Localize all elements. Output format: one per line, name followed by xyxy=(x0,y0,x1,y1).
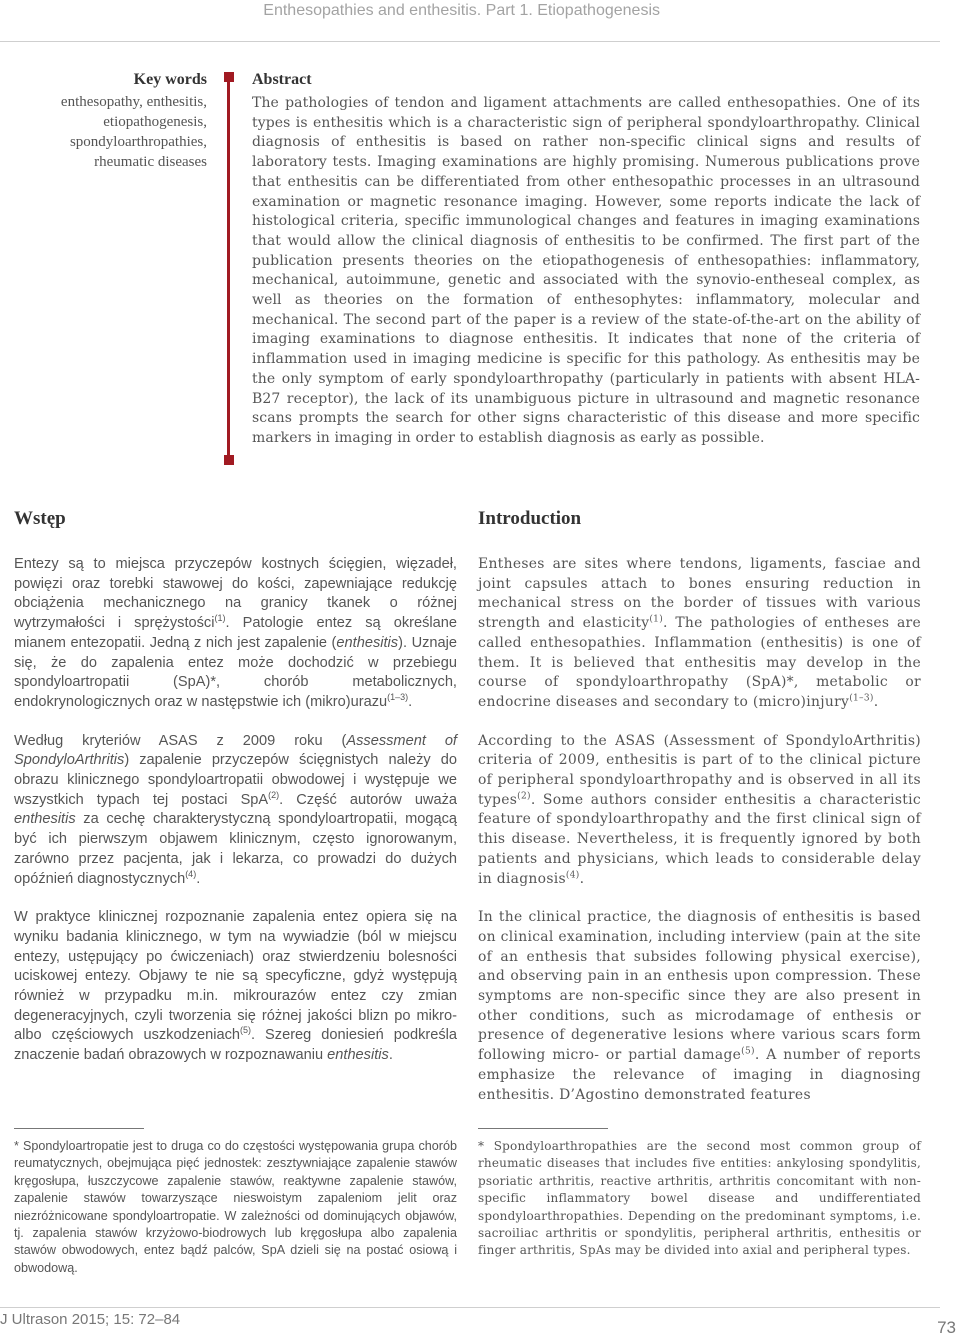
keyword-line: etiopathogenesis, xyxy=(103,114,207,130)
header-rule xyxy=(0,41,940,42)
keyword-line: enthesopathy, enthesitis, xyxy=(60,94,207,110)
abstract-block xyxy=(252,70,920,449)
footnote-rule-right xyxy=(478,1128,608,1129)
keyword-line: spondyloarthropathies, xyxy=(69,134,207,150)
keywords-title: Key words xyxy=(133,71,207,88)
abstract-title: Abstract xyxy=(252,71,312,88)
paragraph: W praktyce klinicznej rozpoznanie zapalenia entez opiera się na wyniku badania klinicznego, w tym na wywiadzie (ból w miejscu entezy, ustępujący po ćwiczeniach) oraz stwierdzeniu bolesności uciskowej entezy. Objawy te nie są specyficzne, gdyż występują również w przypadku m.in. mikrourazów entez czy zmian degeneracyjnych, czyli tworzenia się różnej jakości blizn po mikro- albo częściowych uszkodzeniach$^{(5)}$. Szereg doniesień podkreśla znaczenie badań obrazowych w rozpoznawaniu enthesitis. xyxy=(14,909,458,1064)
running-title: Enthesopathies and enthesitis. Part 1. Etiopathogenesis xyxy=(263,2,660,19)
page-number: 73 xyxy=(937,1318,956,1337)
polish-column xyxy=(14,507,457,1085)
abstract-accent-square-bottom xyxy=(224,455,234,465)
footnote-rule-left xyxy=(14,1128,144,1129)
abstract-accent-square-top xyxy=(224,72,234,82)
keywords-block xyxy=(14,70,207,172)
english-column xyxy=(478,507,921,1124)
section-title-introduction: Introduction xyxy=(478,508,582,529)
section-title-wstep: Wstęp xyxy=(14,508,66,529)
footer-rule xyxy=(0,1307,940,1308)
journal-citation: J Ultrason 2015; 15: 72–84 xyxy=(0,1311,181,1328)
paragraph: Entezy są to miejsca przyczepów kostnych ścięgien, więzadeł, powięzi oraz torebki stawowej do kości, zapewniające redukcję obciążenia mechanicznego na granicy tkanek o różnej wytrzymałości i sprężystości$^{(1)}$. Patologie entez są określane mianem entezopatii. Jedną z nich jest zapalenie (enthesitis). Uznaje się, że do zapalenia entez może dochodzić w przebiegu spondyloartropatii (SpA)*, chorób metabolicznych, endokrynologicznych oraz w następstwie ich (mikro)urazu$^{(1-3)}$. xyxy=(14,556,457,710)
abstract-accent-line xyxy=(227,76,230,461)
paragraph: In the clinical practice, the diagnosis of enthesitis is based on clinical examination, including interview (pain at the site of an enthesis that subsides following physical exercise), and observing pain in an enthesis upon compression. These symptoms are non-specific since they are also present in other conditions, such as microdamage of enthesis or presence of degenerative lesions where various scars form following micro- or partial damage$^{(5)}$. A number of reports emphasize the relevance of imaging in diagnosing enthesitis. D’Agostino demonstrated features xyxy=(478,909,921,1103)
footnote-polish: * Spondyloartropatie jest to druga co do częstości występowania grupa chorób reumatycznych, obejmująca pięć jednostek: zesztywniające zapalenie stawów kręgosłupa, łuszczycowe zapalenie stawów, reaktywne zapalenie stawów, zapalenie stawów towarzyszące nieswoistym zapaleniom jelit oraz niezróżnicowane spondyloartropatie. W zależności od dominujących objawów, tj. zapalenia stawów krzyżowo-biodrowych lub kręgosłupa albo zapalenia stawów obwodowych, entez bądź palców, SpA dzieli się na postać osiową i obwodową. xyxy=(14,1139,457,1275)
footnote-english: * Spondyloarthropathies are the second most common group of rheumatic diseases that includes five entities: ankylosing spondylitis, psoriatic arthritis, reactive arthritis, arthritis concomitant with non-specific inflammatory bowel disease and undifferentiated spondyloarthropathies. Depending on the predominant symptoms, i.e. sacroiliac arthritis or spondylitis, peripheral arthritis, enthesitis or finger arthritis, SpAs may be divided into axial and peripheral types. xyxy=(478,1139,921,1258)
keyword-line: rheumatic diseases xyxy=(94,154,207,170)
paragraph: Entheses are sites where tendons, ligaments, fasciae and joint capsules attach to bones ensuring reduction in mechanical stress on the border of tissues with various strength and elasticity$^{(1)}$. The pathologies of entheses are called enthesopathies. Inflammation (enthesitis) is one of them. It is believed that enthesitis may develop in the course of spondyloarthropathy (SpA)*, metabolic or endocrine diseases and secondary to (micro)injury$^{(1-3)}$. xyxy=(478,556,921,710)
paragraph: According to the ASAS (Assessment of SpondyloArthritis) criteria of 2009, enthesitis is part of to the clinical picture of peripheral spondyloarthropathy and is observed in all its types$^{(2)}$. Some authors consider enthesitis a characteristic feature of spondyloarthropathy and the first clinical sign of this disease. Nevertheless, it is frequently ignored by both patients and physicians, which leads to considerable delay in diagnosis$^{(4)}$. xyxy=(478,732,921,887)
paragraph: Według kryteriów ASAS z 2009 roku (Assessment of SpondyloArthritis) zapalenie przyczepów ścięgnistych należy do obrazu klinicznego spondyloartropatii obwodowej i występuje we wszystkich typach tej postaci SpA$^{(2)}$. Część autorów uważa enthesitis za cechę charakterystyczną spondyloartropatii, mogącą być ich pierwszym objawem klinicznym, często ignorowanym, zarówno przez pacjenta, jak i lekarza, co prowadzi do dużych opóźnień diagnostycznych$^{(4)}$. xyxy=(14,732,457,887)
abstract-text: The pathologies of tendon and ligament attachments are called enthesopathies. One of its types is enthesitis which is a characteristic sign of peripheral spondyloarthropathy. Clinical diagnosis of enthesitis is based on rather non-specific clinical signs and results of laboratory tests. Imaging examinations are highly promising. Numerous publications prove that enthesitis can be differentiated from other enthesopathic processes in an ultrasound examination or magnetic resonance imaging. However, some reports indicate the lack of histological criteria, specific immunological changes and features in imaging examinations that would allow the clinical diagnosis of enthesitis to be confirmed. The first part of the publication presents theories on the etiopathogenesis of enthesopathies: inflammatory, mechanical, autoimmune, genetic and associated with the synovio-entheseal complex, as well as theories on the formation of enthesophytes: inflammatory, molecular and mechanical. The second part of the paper is a review of the state-of-the-art on the ability of imaging examinations to diagnose enthesitis. It indicates that none of the criteria of inflammation used in imaging medicine is specific for this pathology. As enthesitis may be the only symptom of early spondyloarthropathy (particularly in patients with absent HLA-B27 receptor), the lack of its unambiguous picture in ultrasound and magnetic resonance scans prompts the search for other signs characteristic of this disease and more specific markers in imaging in order to establish diagnosis as early as possible. xyxy=(252,95,920,446)
keywords-list xyxy=(14,92,207,172)
